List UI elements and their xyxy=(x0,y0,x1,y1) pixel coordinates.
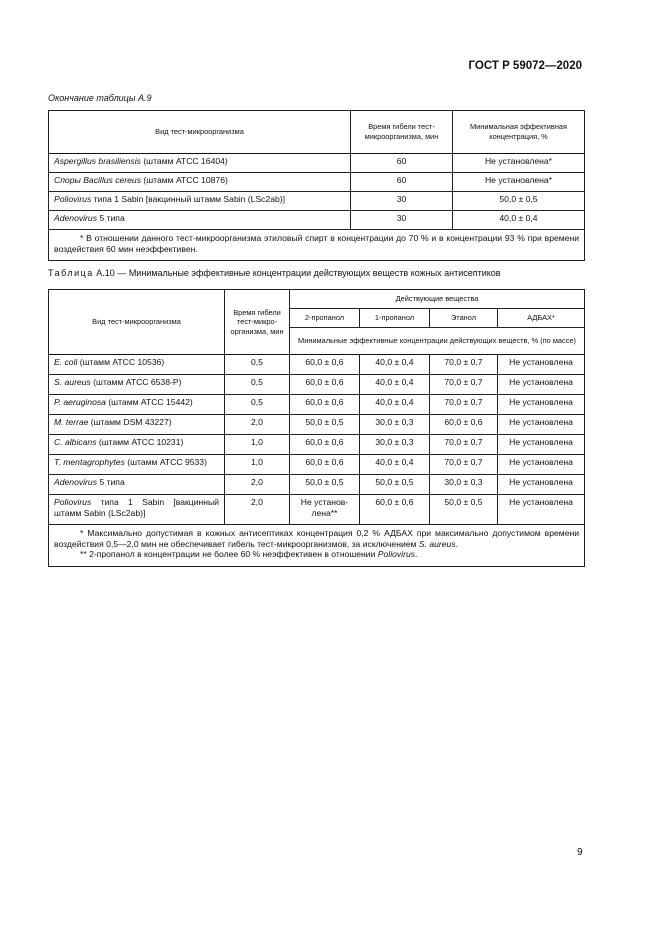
value-cell: Не установлена xyxy=(498,495,585,525)
value-cell: 60,0 ± 0,6 xyxy=(290,355,360,375)
value-cell: Не установлена xyxy=(498,355,585,375)
value-cell: Не установлена xyxy=(498,475,585,495)
substance-adbac: АДБАХ* xyxy=(498,309,585,328)
organism-name: Aspergillus brasiliensis xyxy=(54,156,141,166)
organism-name: Споры Bacillus cereus xyxy=(54,175,141,185)
strain: (штамм АТСС 15442) xyxy=(105,397,193,407)
time-cell: 60 xyxy=(351,154,453,173)
organism-name: E. coli xyxy=(54,357,78,367)
organism-name: M. terrae xyxy=(54,417,89,427)
value-cell: Не установ-лена** xyxy=(290,495,360,525)
value-cell: 60,0 ± 0,6 xyxy=(290,435,360,455)
strain: (штамм АТСС 10536) xyxy=(77,357,165,367)
organism-name: P. aeruginosa xyxy=(54,397,106,407)
value-cell: 50,0 ± 0,5 xyxy=(430,495,498,525)
value-cell: 60,0 ± 0,6 xyxy=(290,395,360,415)
organism-name: Poliovirus xyxy=(54,194,92,204)
strain: 5 типа xyxy=(97,477,125,487)
strain: (штамм АТСС 10231) xyxy=(96,437,184,447)
value-cell: Не установлена xyxy=(498,395,585,415)
col-header-substances: Действующие вещества xyxy=(290,290,585,309)
organism-name: S. aureus xyxy=(54,377,91,387)
col-header-time: Время гибели тест-микроорганизма, мин xyxy=(351,111,453,154)
strain: (штамм АТСС 9533) xyxy=(124,457,207,467)
table-a9-caption: Окончание таблицы А.9 xyxy=(48,93,152,103)
time-cell: 2,0 xyxy=(225,415,290,435)
strain: (штамм АТСС 10876) xyxy=(141,175,228,185)
strain: типа 1 Sabin [вакцинный штамм Sabin (LSc2ab)] xyxy=(91,194,286,204)
footnote-1-organism: S. aureus xyxy=(418,538,456,549)
value-cell: Не установлена xyxy=(498,435,585,455)
table-a10 xyxy=(48,289,585,567)
value-cell: 70,0 ± 0,7 xyxy=(430,355,498,375)
footnote-1-end: . xyxy=(455,538,459,549)
value-cell: 30,0 ± 0,3 xyxy=(360,415,430,435)
footnote-2-organism: Poliovirus xyxy=(377,549,416,560)
value-cell: 60,0 ± 0,6 xyxy=(290,375,360,395)
organism-name: C. albicans xyxy=(54,437,97,447)
time-cell: 0,5 xyxy=(225,355,290,375)
table-row xyxy=(49,375,585,395)
value-cell: 40,0 ± 0,4 xyxy=(360,455,430,475)
value-cell: 70,0 ± 0,7 xyxy=(430,395,498,415)
col-header-time: Время гибели тест-микро-организма, мин xyxy=(225,290,290,355)
organism-name: T. mentagrophytes xyxy=(54,457,125,467)
value-cell: Не установлена xyxy=(498,455,585,475)
value-cell: Не установлена xyxy=(498,375,585,395)
col-header-organism: Вид тест-микроорганизма xyxy=(49,111,351,154)
conc-cell: 50,0 ± 0,5 xyxy=(453,192,585,211)
footnote-2-text: ** 2-пропанол в концентрации не более 60 % неэффективен в отношении xyxy=(80,549,378,560)
time-cell: 1,0 xyxy=(225,455,290,475)
table-row xyxy=(49,475,585,495)
time-cell: 0,5 xyxy=(225,395,290,415)
footnote-1 xyxy=(54,528,579,549)
value-cell: 70,0 ± 0,7 xyxy=(430,455,498,475)
caption-text: А.10 — Минимальные эффективные концентрации действующих веществ кожных антисептиков xyxy=(93,268,501,278)
document-code: ГОСТ Р 59072—2020 xyxy=(468,60,582,72)
value-cell: Не установлена xyxy=(498,415,585,435)
table-row xyxy=(49,395,585,415)
conc-cell: Не установлена* xyxy=(453,154,585,173)
col-header-organism: Вид тест-микроорганизма xyxy=(49,290,225,355)
footnote-2-end: . xyxy=(415,549,418,560)
time-cell: 60 xyxy=(351,173,453,192)
substance-1-propanol: 1-пропанол xyxy=(360,309,430,328)
col-header-concentration: Минимальная эффективная концентрация, % xyxy=(453,111,585,154)
table-a10-caption xyxy=(48,268,501,278)
strain: (штамм АТСС 6538-Р) xyxy=(90,377,182,387)
value-cell: 70,0 ± 0,7 xyxy=(430,435,498,455)
strain: (штамм АТСС 16404) xyxy=(140,156,228,166)
organism-name: Adenovirus xyxy=(54,477,97,487)
table-row xyxy=(49,495,585,525)
table-a9 xyxy=(48,110,585,261)
page-number: 9 xyxy=(577,847,583,858)
time-cell: 0,5 xyxy=(225,375,290,395)
table-row xyxy=(49,355,585,375)
value-cell: 60,0 ± 0,6 xyxy=(290,455,360,475)
caption-prefix: Таблица xyxy=(48,268,94,278)
conc-cell: Не установлена* xyxy=(453,173,585,192)
strain: типа 1 Sabin [вакцинный штамм Sabin (LSc2ab)] xyxy=(54,497,219,518)
value-cell: 50,0 ± 0,5 xyxy=(360,475,430,495)
table-row xyxy=(49,211,585,230)
time-cell: 1,0 xyxy=(225,435,290,455)
value-cell: 60,0 ± 0,6 xyxy=(360,495,430,525)
organism-name: Poliovirus xyxy=(54,497,92,507)
col-header-unit: Минимальные эффективные концентрации действующих веществ, % (по массе) xyxy=(290,328,585,355)
time-cell: 2,0 xyxy=(225,475,290,495)
table-row xyxy=(49,154,585,173)
footnote-text: * В отношении данного тест-микроорганизма этиловый спирт в концентрации до 70 % и в концентрации 93 % при времени воздействия 60 мин неэффективен. xyxy=(54,233,579,254)
strain: 5 типа xyxy=(97,213,125,223)
table-row xyxy=(49,435,585,455)
conc-cell: 40,0 ± 0,4 xyxy=(453,211,585,230)
table-a9-footnote xyxy=(49,230,585,261)
value-cell: 30,0 ± 0,3 xyxy=(430,475,498,495)
table-row xyxy=(49,173,585,192)
time-cell: 30 xyxy=(351,211,453,230)
value-cell: 50,0 ± 0,5 xyxy=(290,415,360,435)
value-cell: 40,0 ± 0,4 xyxy=(360,375,430,395)
time-cell: 30 xyxy=(351,192,453,211)
value-cell: 40,0 ± 0,4 xyxy=(360,395,430,415)
value-cell: 70,0 ± 0,7 xyxy=(430,375,498,395)
table-row xyxy=(49,192,585,211)
value-cell: 30,0 ± 0,3 xyxy=(360,435,430,455)
substance-2-propanol: 2-пропанол xyxy=(290,309,360,328)
table-a10-footnotes xyxy=(49,525,585,567)
footnote-1-text: * Максимально допустимая в кожных антисептиках концентрация 0,2 % АДБАХ при максимально допустимом времени воздействия 0,5—2,0 мин не обеспечивает гибель тест-микроорганизмов, за исключением xyxy=(54,528,580,549)
table-row xyxy=(49,415,585,435)
organism-name: Adenovirus xyxy=(54,213,97,223)
substance-ethanol: Этанол xyxy=(430,309,498,328)
footnote-2 xyxy=(54,549,579,560)
value-cell: 40,0 ± 0,4 xyxy=(360,355,430,375)
value-cell: 50,0 ± 0,5 xyxy=(290,475,360,495)
value-cell: 60,0 ± 0,6 xyxy=(430,415,498,435)
strain: (штамм DSM 43227) xyxy=(88,417,172,427)
time-cell: 2,0 xyxy=(225,495,290,525)
table-row xyxy=(49,455,585,475)
